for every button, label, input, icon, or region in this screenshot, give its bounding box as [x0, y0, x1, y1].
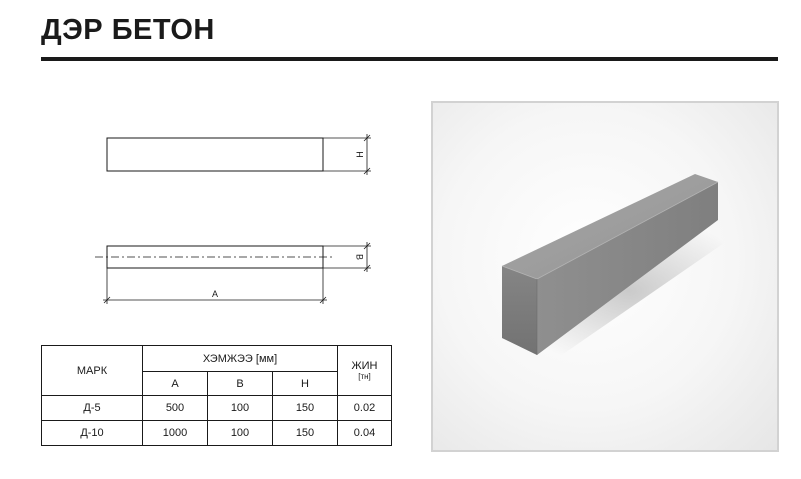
spec-table: [41, 345, 392, 446]
mark-header: МАРК: [42, 346, 143, 396]
weight-header-label: ЖИН: [351, 359, 378, 372]
row-mark: Д-5: [42, 396, 143, 421]
row-h: 150: [273, 421, 338, 446]
weight-header: [338, 346, 392, 396]
row-weight: 0.02: [338, 396, 392, 421]
dimensions-header: ХЭМЖЭЭ [мм]: [143, 346, 338, 372]
block-end-face: [502, 266, 537, 355]
row-a: 1000: [143, 421, 208, 446]
product-photo-frame: [431, 101, 779, 452]
page-title: ДЭР БЕТОН: [41, 14, 215, 46]
row-b: 100: [208, 421, 273, 446]
height-dimension-label: H: [354, 151, 365, 158]
weight-unit: [тн]: [358, 371, 371, 381]
row-mark: Д-10: [42, 421, 143, 446]
row-weight: 0.04: [338, 421, 392, 446]
technical-drawing: [0, 0, 400, 330]
col-h-header: H: [273, 372, 338, 396]
row-b: 100: [208, 396, 273, 421]
width-dimension-label: B: [354, 253, 365, 261]
col-b-header: B: [208, 372, 273, 396]
col-a-header: A: [143, 372, 208, 396]
row-a: 500: [143, 396, 208, 421]
table-row: [42, 396, 392, 421]
side-view-outline: [107, 138, 323, 171]
length-dimension-label: A: [211, 289, 219, 299]
table-row: [42, 421, 392, 446]
row-h: 150: [273, 396, 338, 421]
concrete-block-image: [433, 103, 777, 450]
